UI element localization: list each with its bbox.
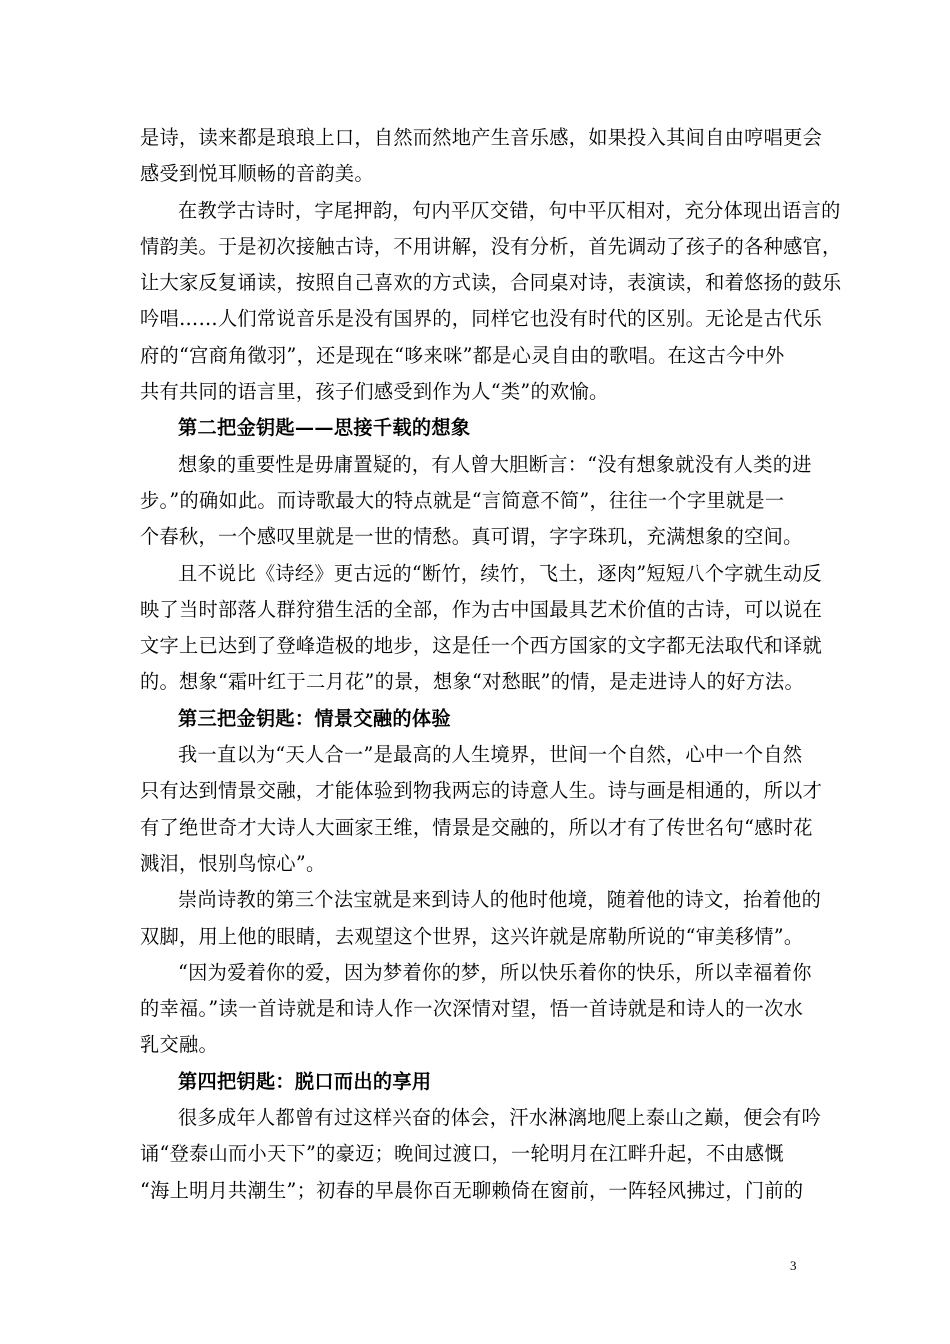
text-line: 只有达到情景交融，才能体验到物我两忘的诗意人生。诗与画是相通的，所以才 xyxy=(140,779,823,803)
body-text xyxy=(140,120,842,1209)
text-line: 崇尚诗教的第三个法宝就是来到诗人的他时他境，随着他的诗文，抬着他的 xyxy=(178,888,822,912)
text-line: 文字上已达到了登峰造极的地步，这是任一个西方国家的文字都无法取代和译就 xyxy=(140,634,823,658)
text-line: 想象的重要性是毋庸置疑的，有人曾大胆断言：“没有想象就没有人类的进 xyxy=(178,452,812,476)
text-line: 有了绝世奇才大诗人大画家王维，情景是交融的，所以才有了传世名句“感时花 xyxy=(140,815,813,839)
text-line: 步。”的确如此。而诗歌最大的特点就是“言简意不简”，往往一个字里就是一 xyxy=(140,488,785,512)
text-line: 是诗，读来都是琅琅上口，自然而然地产生音乐感，如果投入其间自由哼唱更会 xyxy=(140,126,823,149)
section-heading: 第四把钥匙：脱口而出的享用 xyxy=(178,1069,432,1093)
section-heading: 第二把金钥匙——思接千载的想象 xyxy=(178,416,471,440)
text-line: 诵“登泰山而小天下”的豪迈；晚间过渡口，一轮明月在江畔升起，不由感慨 xyxy=(140,1142,784,1166)
text-line: 的。想象“霜叶红于二月花”的景，想象“对愁眠”的情，是走进诗人的好方法。 xyxy=(140,670,805,694)
text-line: 让大家反复诵读，按照自己喜欢的方式读，合同桌对诗，表演读，和着悠扬的鼓乐 xyxy=(140,271,842,295)
text-line: 且不说比《诗经》更古远的“断竹，续竹，飞土，逐肉”短短八个字就生动反 xyxy=(178,561,822,585)
text-line: 情韵美。于是初次接触古诗，不用讲解，没有分析，首先调动了孩子的各种感官， xyxy=(140,234,842,258)
text-line: 乳交融。 xyxy=(140,1033,218,1057)
text-line: “海上明月共潮生”；初春的早晨你百无聊赖倚在窗前，一阵轻风拂过，门前的 xyxy=(140,1178,804,1202)
text-line: 个春秋，一个感叹里就是一世的情愁。真可谓，字字珠玑，充满想象的空间。 xyxy=(140,525,803,549)
section-heading: 第三把金钥匙：情景交融的体验 xyxy=(178,706,451,730)
text-line: 很多成年人都曾有过这样兴奋的体会，汗水淋漓地爬上泰山之巅，便会有吟 xyxy=(178,1106,822,1130)
text-line: 我一直以为“天人合一”是最高的人生境界，世间一个自然，心中一个自然 xyxy=(178,743,803,767)
text-line: 府的“宫商角徵羽”，还是现在“哆来咪”都是心灵自由的歌唱。在这古今中外 xyxy=(140,343,785,367)
text-line: 感受到悦耳顺畅的音韵美。 xyxy=(140,162,374,186)
text-line: 映了当时部落人群狩猎生活的全部，作为古中国最具艺术价值的古诗，可以说在 xyxy=(140,597,823,621)
text-line: “因为爱着你的爱，因为梦着你的梦，所以快乐着你的快乐，所以幸福着你 xyxy=(178,960,812,984)
text-line: 吟唱……人们常说音乐是没有国界的，同样它也没有时代的区别。无论是古代乐 xyxy=(140,307,823,331)
text-line: 在教学古诗时，字尾押韵，句内平仄交错，句中平仄相对，充分体现出语言的 xyxy=(178,198,841,222)
text-line: 的幸福。”读一首诗就是和诗人作一次深情对望，悟一首诗就是和诗人的一次水 xyxy=(140,997,804,1021)
text-line: 双脚，用上他的眼睛，去观望这个世界，这兴许就是席勒所说的“审美移情”。 xyxy=(140,924,804,948)
page-number: 3 xyxy=(790,1258,797,1273)
text-line: 溅泪，恨别鸟惊心”。 xyxy=(140,851,326,875)
text-line: 共有共同的语言里，孩子们感受到作为人“类”的欢愉。 xyxy=(140,380,609,404)
